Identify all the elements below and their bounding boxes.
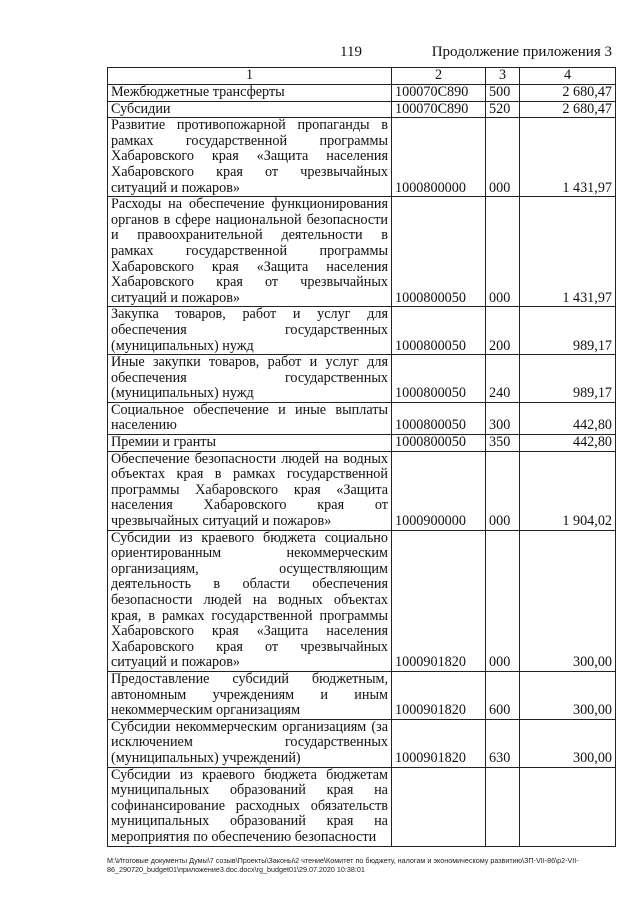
row-code: 1000800000 bbox=[392, 118, 486, 197]
row-type: 200 bbox=[486, 307, 520, 355]
row-sum: 300,00 bbox=[520, 671, 616, 719]
row-code: 1000901820 bbox=[392, 530, 486, 671]
table-row bbox=[108, 118, 616, 197]
row-sum: 989,17 bbox=[520, 307, 616, 355]
row-code: 1000800050 bbox=[392, 307, 486, 355]
table-row bbox=[108, 307, 616, 355]
table-row bbox=[108, 451, 616, 530]
budget-table bbox=[107, 67, 616, 847]
row-name: Обеспечение безопасности людей на водных объектах края в рамках государственной программы Хабаровского края «Защита населения Хабаровского края от чрезвычайных ситуаций и пожаров» bbox=[108, 451, 392, 530]
row-type: 520 bbox=[486, 101, 520, 118]
row-type: 500 bbox=[486, 85, 520, 102]
row-type: 600 bbox=[486, 671, 520, 719]
row-name: Субсидии из краевого бюджета бюджетам муниципальных образований края на софинансирование расходных обязательств муниципальных образований края на мероприятия по обеспечению безопасности bbox=[108, 767, 392, 846]
row-type bbox=[486, 767, 520, 846]
row-name: Расходы на обеспечение функционирования органов в сфере национальной безопасности и правоохранительной деятельности в рамках государственной программы Хабаровского края «Защита населения Хабаровского края от чрезвычайных ситуаций и пожаров» bbox=[108, 197, 392, 307]
row-type: 000 bbox=[486, 530, 520, 671]
table-row bbox=[108, 719, 616, 767]
column-header-name: 1 bbox=[108, 68, 392, 85]
column-header-type: 3 bbox=[486, 68, 520, 85]
row-code: 1000800050 bbox=[392, 197, 486, 307]
row-name: Субсидии некоммерческим организациям (за исключением государственных (муниципальных) учреждений) bbox=[108, 719, 392, 767]
row-code: 1000800050 bbox=[392, 435, 486, 452]
table-row bbox=[108, 402, 616, 434]
table-row bbox=[108, 671, 616, 719]
row-code: 1000900000 bbox=[392, 451, 486, 530]
row-name: Предоставление субсидий бюджетным, автономным учреждениям и иным некоммерческим организациям bbox=[108, 671, 392, 719]
column-header-code: 2 bbox=[392, 68, 486, 85]
row-type: 630 bbox=[486, 719, 520, 767]
row-name: Субсидии из краевого бюджета социально ориентированным некоммерческим организациям, осуществляющим деятельность в области обеспечения безопасности людей на водных объектах края, в рамках государственной программы Хабаровского края «Защита населения Хабаровского края от чрезвычайных ситуаций и пожаров» bbox=[108, 530, 392, 671]
row-sum: 1 904,02 bbox=[520, 451, 616, 530]
row-type: 000 bbox=[486, 197, 520, 307]
row-name: Социальное обеспечение и иные выплаты населению bbox=[108, 402, 392, 434]
row-name: Развитие противопожарной пропаганды в рамках государственной программы Хабаровского края «Защита населения Хабаровского края от чрезвычайных ситуаций и пожаров» bbox=[108, 118, 392, 197]
continuation-label: Продолжение приложения 3 bbox=[431, 44, 612, 60]
row-sum bbox=[520, 767, 616, 846]
row-code: 100070С890 bbox=[392, 85, 486, 102]
table-row bbox=[108, 435, 616, 452]
row-type: 300 bbox=[486, 402, 520, 434]
row-type: 350 bbox=[486, 435, 520, 452]
row-sum: 442,80 bbox=[520, 435, 616, 452]
column-header-sum: 4 bbox=[520, 68, 616, 85]
row-name: Закупка товаров, работ и услуг для обеспечения государственных (муниципальных) нужд bbox=[108, 307, 392, 355]
row-code: 100070С890 bbox=[392, 101, 486, 118]
page-number: 119 bbox=[340, 44, 362, 60]
row-name: Субсидии bbox=[108, 101, 392, 118]
row-sum: 1 431,97 bbox=[520, 118, 616, 197]
row-name: Иные закупки товаров, работ и услуг для обеспечения государственных (муниципальных) нужд bbox=[108, 355, 392, 403]
row-sum: 300,00 bbox=[520, 719, 616, 767]
row-sum: 300,00 bbox=[520, 530, 616, 671]
row-name: Межбюджетные трансферты bbox=[108, 85, 392, 102]
file-path-footer: M:\Итоговые документы Думы\7 созыв\Проекты\Законы\2 чтение\Комитет по бюджету, налогам и экономическому развитию\ЗП-VII-86\р2-VII-86_290720_budget01\приложение3.doc.docx\rg_budget01\29.07.2020 10:38:01 bbox=[107, 856, 579, 874]
table-row bbox=[108, 197, 616, 307]
row-sum: 442,80 bbox=[520, 402, 616, 434]
row-code: 1000901820 bbox=[392, 719, 486, 767]
row-sum: 989,17 bbox=[520, 355, 616, 403]
row-type: 000 bbox=[486, 118, 520, 197]
row-sum: 2 680,47 bbox=[520, 101, 616, 118]
table-row bbox=[108, 530, 616, 671]
row-code: 1000901820 bbox=[392, 671, 486, 719]
row-name: Премии и гранты bbox=[108, 435, 392, 452]
row-code bbox=[392, 767, 486, 846]
table-row bbox=[108, 767, 616, 846]
row-sum: 1 431,97 bbox=[520, 197, 616, 307]
table-row bbox=[108, 355, 616, 403]
row-code: 1000800050 bbox=[392, 402, 486, 434]
table-row bbox=[108, 101, 616, 118]
row-code: 1000800050 bbox=[392, 355, 486, 403]
row-sum: 2 680,47 bbox=[520, 85, 616, 102]
row-type: 000 bbox=[486, 451, 520, 530]
row-type: 240 bbox=[486, 355, 520, 403]
table-header-row bbox=[108, 68, 616, 85]
table-row bbox=[108, 85, 616, 102]
